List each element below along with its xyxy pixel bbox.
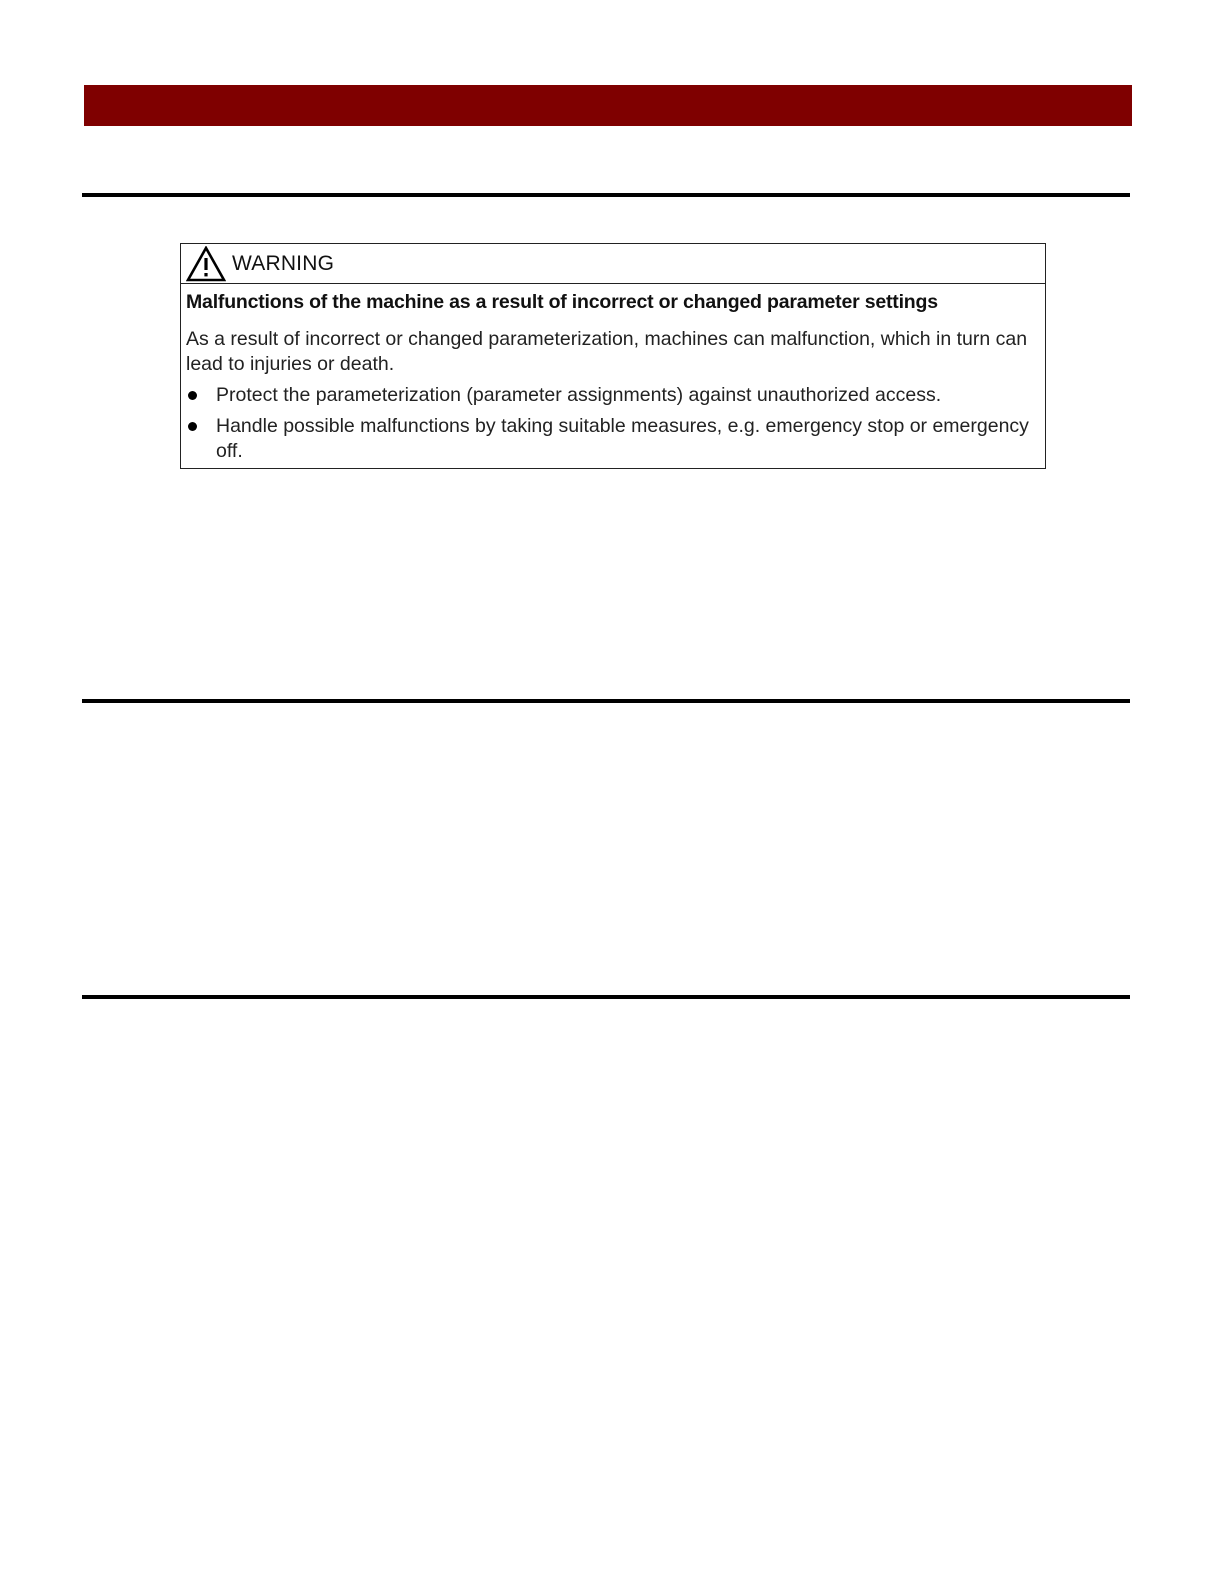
section-divider (82, 193, 1130, 197)
warning-title: Malfunctions of the machine as a result of incorrect or changed parameter settings (186, 291, 938, 313)
warning-text: As a result of incorrect or changed parameterization, machines can malfunction, which in turn can lead to injuries or death. (186, 328, 1028, 375)
warning-triangle-icon (186, 246, 226, 282)
list-item (186, 414, 1037, 464)
warning-bullet-list (186, 383, 1037, 464)
bullet-text: Handle possible malfunctions by taking suitable measures, e.g. emergency stop or emergency off. (216, 415, 1029, 462)
bullet-icon (188, 391, 197, 400)
section-divider (82, 995, 1130, 999)
warning-label: WARNING (232, 251, 335, 275)
section-divider (82, 699, 1130, 703)
warning-box (180, 243, 1046, 469)
header-bar (84, 85, 1132, 126)
warning-header (181, 244, 1045, 284)
list-item (186, 383, 1037, 408)
bullet-icon (188, 422, 197, 431)
bullet-text: Protect the parameterization (parameter assignments) against unauthorized access. (216, 384, 942, 406)
